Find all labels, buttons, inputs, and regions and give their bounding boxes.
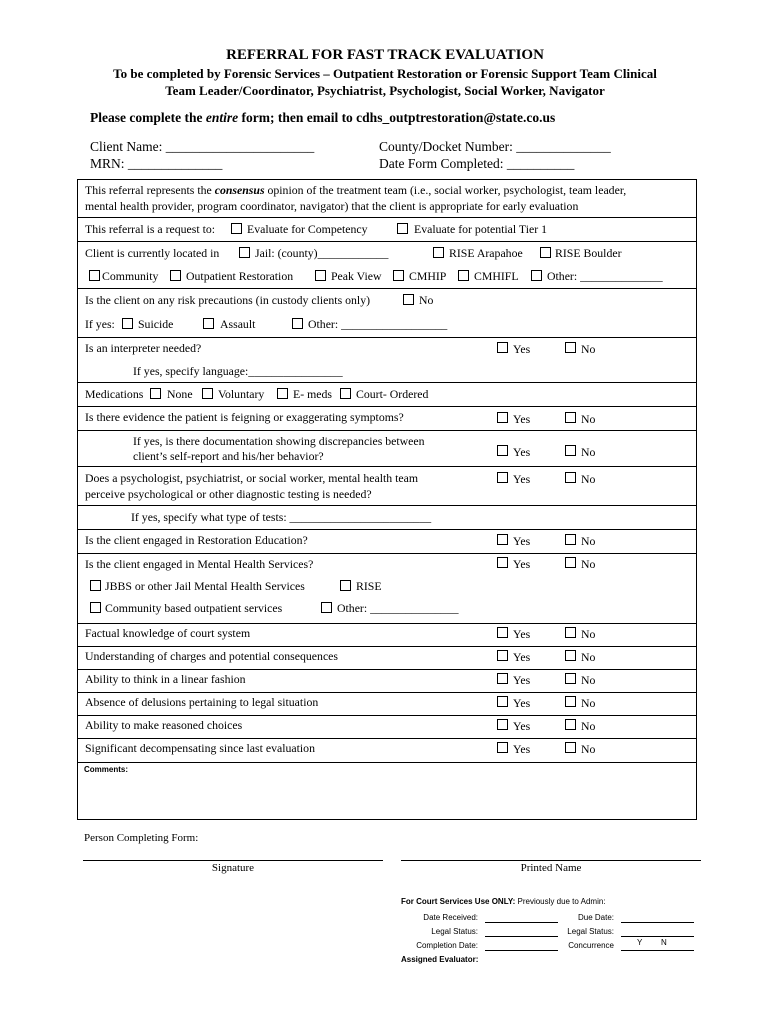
mhs-rise-label: RISE — [356, 579, 382, 593]
feigning-yes-label: Yes — [513, 412, 531, 426]
decompensating-yes-checkbox[interactable] — [497, 742, 508, 753]
charges-label: Understanding of charges and potential consequences — [85, 649, 339, 663]
charges-no-label: No — [581, 650, 596, 664]
location-cmhifl-label: CMHIFL — [474, 269, 519, 283]
risk-other-label: Other: __________________ — [308, 317, 448, 331]
date-received-field[interactable] — [485, 922, 558, 923]
linear-no-label: No — [581, 673, 596, 687]
row-divider — [78, 430, 696, 431]
decompensating-no-checkbox[interactable] — [565, 742, 576, 753]
restoration-no-label: No — [581, 534, 596, 548]
documentation-no-label: No — [581, 445, 596, 459]
documentation-no-checkbox[interactable] — [565, 445, 576, 456]
row-divider — [78, 669, 696, 670]
location-label: Client is currently located in — [85, 246, 220, 260]
decompensating-yes-label: Yes — [513, 742, 531, 756]
instructions: Please complete the entire form; then email to cdhs_outptrestoration@state.co.us — [90, 110, 556, 125]
evaluate-tier1-checkbox[interactable] — [397, 223, 408, 234]
interpreter-question: Is an interpreter needed? — [85, 341, 202, 355]
testing-yes-label: Yes — [513, 472, 531, 486]
court-knowledge-no-label: No — [581, 627, 596, 641]
med-court-label: Court- Ordered — [356, 387, 429, 401]
mhs-question: Is the client engaged in Mental Health Services? — [85, 557, 314, 571]
testing-no-label: No — [581, 472, 596, 486]
risk-suicide-checkbox[interactable] — [122, 318, 133, 329]
date-received-label: Date Received: — [423, 913, 478, 922]
location-cmhip-label: CMHIP — [409, 269, 447, 283]
row-divider — [78, 406, 696, 407]
printed-name-label: Printed Name — [520, 862, 582, 874]
testing-question: Does a psychologist, psychiatrist, or social worker, mental health team — [85, 471, 419, 485]
delusions-yes-label: Yes — [513, 696, 531, 710]
location-cmhip-checkbox[interactable] — [393, 270, 404, 281]
mrn-field[interactable]: MRN: ______________ — [90, 156, 223, 171]
date-completed-field[interactable]: Date Form Completed: __________ — [379, 156, 575, 171]
charges-yes-checkbox[interactable] — [497, 650, 508, 661]
testing-no-checkbox[interactable] — [565, 472, 576, 483]
legal-status-label: Legal Status: — [431, 927, 478, 936]
concurrence-n-option[interactable]: N — [661, 938, 667, 947]
court-knowledge-no-checkbox[interactable] — [565, 627, 576, 638]
row-divider — [78, 646, 696, 647]
mhs-yes-label: Yes — [513, 557, 531, 571]
restoration-yes-checkbox[interactable] — [497, 534, 508, 545]
risk-no-label: No — [419, 293, 434, 307]
completion-date-field[interactable] — [485, 950, 558, 951]
court-knowledge-yes-checkbox[interactable] — [497, 627, 508, 638]
evaluate-competency-label: Evaluate for Competency — [247, 222, 368, 236]
delusions-no-label: No — [581, 696, 596, 710]
tests-type-field[interactable]: If yes, specify what type of tests: ________________________ — [131, 510, 432, 524]
concurrence-label: Concurrence — [568, 941, 614, 950]
mhs-jbbs-label: JBBS or other Jail Mental Health Services — [105, 579, 305, 593]
med-none-checkbox[interactable] — [150, 388, 161, 399]
due-date-field[interactable] — [621, 922, 694, 923]
evaluate-tier1-label: Evaluate for potential Tier 1 — [414, 222, 548, 236]
court-knowledge-label: Factual knowledge of court system — [85, 626, 251, 640]
mhs-other-label: Other: _______________ — [337, 601, 459, 615]
row-divider — [78, 505, 696, 506]
linear-yes-label: Yes — [513, 673, 531, 687]
row-divider — [78, 382, 696, 383]
court-knowledge-yes-label: Yes — [513, 627, 531, 641]
row-divider — [78, 337, 696, 338]
row-divider — [78, 553, 696, 554]
documentation-yes-checkbox[interactable] — [497, 445, 508, 456]
risk-suicide-label: Suicide — [138, 317, 174, 331]
language-field[interactable]: If yes, specify language:________________ — [133, 364, 343, 378]
choices-yes-checkbox[interactable] — [497, 719, 508, 730]
printed-name-line[interactable] — [401, 860, 701, 861]
interpreter-yes-label: Yes — [513, 342, 531, 356]
evaluate-competency-checkbox[interactable] — [231, 223, 242, 234]
mhs-yes-checkbox[interactable] — [497, 557, 508, 568]
row-divider — [78, 738, 696, 739]
mhs-community-checkbox[interactable] — [90, 602, 101, 613]
legal-status-field[interactable] — [485, 936, 558, 937]
feigning-no-label: No — [581, 412, 596, 426]
decompensating-label: Significant decompensating since last evaluation — [85, 741, 315, 755]
delusions-no-checkbox[interactable] — [565, 696, 576, 707]
interpreter-no-label: No — [581, 342, 596, 356]
row-divider — [78, 288, 696, 289]
mhs-no-checkbox[interactable] — [565, 557, 576, 568]
medications-label: Medications — [85, 387, 144, 401]
linear-yes-checkbox[interactable] — [497, 673, 508, 684]
restoration-yes-label: Yes — [513, 534, 531, 548]
documentation-yes-label: Yes — [513, 445, 531, 459]
med-voluntary-label: Voluntary — [218, 387, 265, 401]
med-none-label: None — [167, 387, 193, 401]
feigning-question: Is there evidence the patient is feigning or exaggerating symptoms? — [85, 410, 404, 424]
location-peakview-checkbox[interactable] — [315, 270, 326, 281]
location-community-checkbox[interactable] — [89, 270, 100, 281]
choices-yes-label: Yes — [513, 719, 531, 733]
location-cmhifl-checkbox[interactable] — [458, 270, 469, 281]
location-rise-arapahoe-label: RISE Arapahoe — [449, 246, 523, 260]
row-divider — [78, 241, 696, 242]
due-date-label: Due Date: — [577, 913, 614, 922]
row-divider — [78, 217, 696, 218]
med-court-checkbox[interactable] — [340, 388, 351, 399]
restoration-question: Is the client engaged in Restoration Education? — [85, 533, 308, 547]
concurrence-field[interactable] — [621, 950, 694, 951]
form-title: REFERRAL FOR FAST TRACK EVALUATION — [226, 47, 544, 63]
feigning-yes-checkbox[interactable] — [497, 412, 508, 423]
row-divider — [78, 529, 696, 530]
location-rise-boulder-label: RISE Boulder — [555, 246, 622, 260]
mhs-community-label: Community based outpatient services — [105, 601, 283, 615]
location-rise-boulder-checkbox[interactable] — [540, 247, 551, 258]
completion-date-label: Completion Date: — [416, 941, 478, 950]
interpreter-yes-checkbox[interactable] — [497, 342, 508, 353]
linear-no-checkbox[interactable] — [565, 673, 576, 684]
risk-ifyes-label: If yes: — [85, 317, 115, 331]
client-name-field[interactable]: Client Name: ______________________ — [90, 139, 315, 154]
risk-no-checkbox[interactable] — [403, 294, 414, 305]
med-voluntary-checkbox[interactable] — [202, 388, 213, 399]
documentation-question-line2: client’s self-report and his/her behavior? — [133, 449, 324, 463]
row-divider — [78, 466, 696, 467]
referral-form-table — [77, 179, 697, 820]
interpreter-no-checkbox[interactable] — [565, 342, 576, 353]
court-services-heading: For Court Services Use ONLY: Previously due to Admin: — [401, 897, 606, 906]
person-completing-label: Person Completing Form: — [84, 832, 199, 844]
charges-no-checkbox[interactable] — [565, 650, 576, 661]
restoration-no-checkbox[interactable] — [565, 534, 576, 545]
med-emeds-checkbox[interactable] — [277, 388, 288, 399]
documentation-question: If yes, is there documentation showing discrepancies between — [133, 434, 425, 448]
risk-question: Is the client on any risk precautions (in custody clients only) — [85, 293, 371, 307]
testing-question-line2: perceive psychological or other diagnostic testing is needed? — [85, 487, 372, 501]
med-emeds-label: E- meds — [293, 387, 332, 401]
location-jail-label: Jail: (county)____________ — [255, 246, 389, 260]
row-divider — [78, 692, 696, 693]
decompensating-no-label: No — [581, 742, 596, 756]
delusions-yes-checkbox[interactable] — [497, 696, 508, 707]
form-subtitle-line2: Team Leader/Coordinator, Psychiatrist, Psychologist, Social Worker, Navigator — [165, 83, 605, 98]
consensus-statement-line2: mental health provider, program coordinator, navigator) that the client is appropriate for early evaluation — [85, 199, 579, 213]
feigning-no-checkbox[interactable] — [565, 412, 576, 423]
location-peakview-label: Peak View — [331, 269, 382, 283]
choices-no-checkbox[interactable] — [565, 719, 576, 730]
row-divider — [78, 762, 696, 763]
legal-status2-label: Legal Status: — [567, 927, 614, 936]
consensus-statement: This referral represents the consensus opinion of the treatment team (i.e., social worker, psychologist, team leader, — [85, 183, 627, 197]
choices-no-label: No — [581, 719, 596, 733]
testing-yes-checkbox[interactable] — [497, 472, 508, 483]
mhs-other-checkbox[interactable] — [321, 602, 332, 613]
linear-label: Ability to think in a linear fashion — [85, 672, 246, 686]
location-other-label: Other: ______________ — [547, 269, 663, 283]
form-subtitle-line1: To be completed by Forensic Services – Outpatient Restoration or Forensic Support Team Clinical — [113, 66, 657, 81]
assigned-evaluator-label: Assigned Evaluator: — [401, 955, 479, 964]
location-rise-arapahoe-checkbox[interactable] — [433, 247, 444, 258]
row-divider — [78, 623, 696, 624]
location-outpatient-checkbox[interactable] — [170, 270, 181, 281]
mhs-no-label: No — [581, 557, 596, 571]
mhs-rise-checkbox[interactable] — [340, 580, 351, 591]
location-community-label: Community — [102, 269, 159, 283]
concurrence-y-option[interactable]: Y — [637, 938, 643, 947]
risk-other-checkbox[interactable] — [292, 318, 303, 329]
location-other-checkbox[interactable] — [531, 270, 542, 281]
county-docket-field[interactable]: County/Docket Number: ______________ — [379, 139, 611, 154]
comments-textarea[interactable] — [78, 776, 696, 820]
location-jail-checkbox[interactable] — [239, 247, 250, 258]
charges-yes-label: Yes — [513, 650, 531, 664]
row-divider — [78, 715, 696, 716]
choices-label: Ability to make reasoned choices — [85, 718, 243, 732]
request-label: This referral is a request to: — [85, 222, 216, 236]
mhs-jbbs-checkbox[interactable] — [90, 580, 101, 591]
delusions-label: Absence of delusions pertaining to legal situation — [85, 695, 319, 709]
location-outpatient-label: Outpatient Restoration — [186, 269, 294, 283]
legal-status2-field[interactable] — [621, 936, 694, 937]
risk-assault-checkbox[interactable] — [203, 318, 214, 329]
signature-label: Signature — [211, 862, 255, 874]
risk-assault-label: Assault — [220, 317, 256, 331]
comments-label: Comments: — [84, 765, 129, 774]
signature-line[interactable] — [83, 860, 383, 861]
